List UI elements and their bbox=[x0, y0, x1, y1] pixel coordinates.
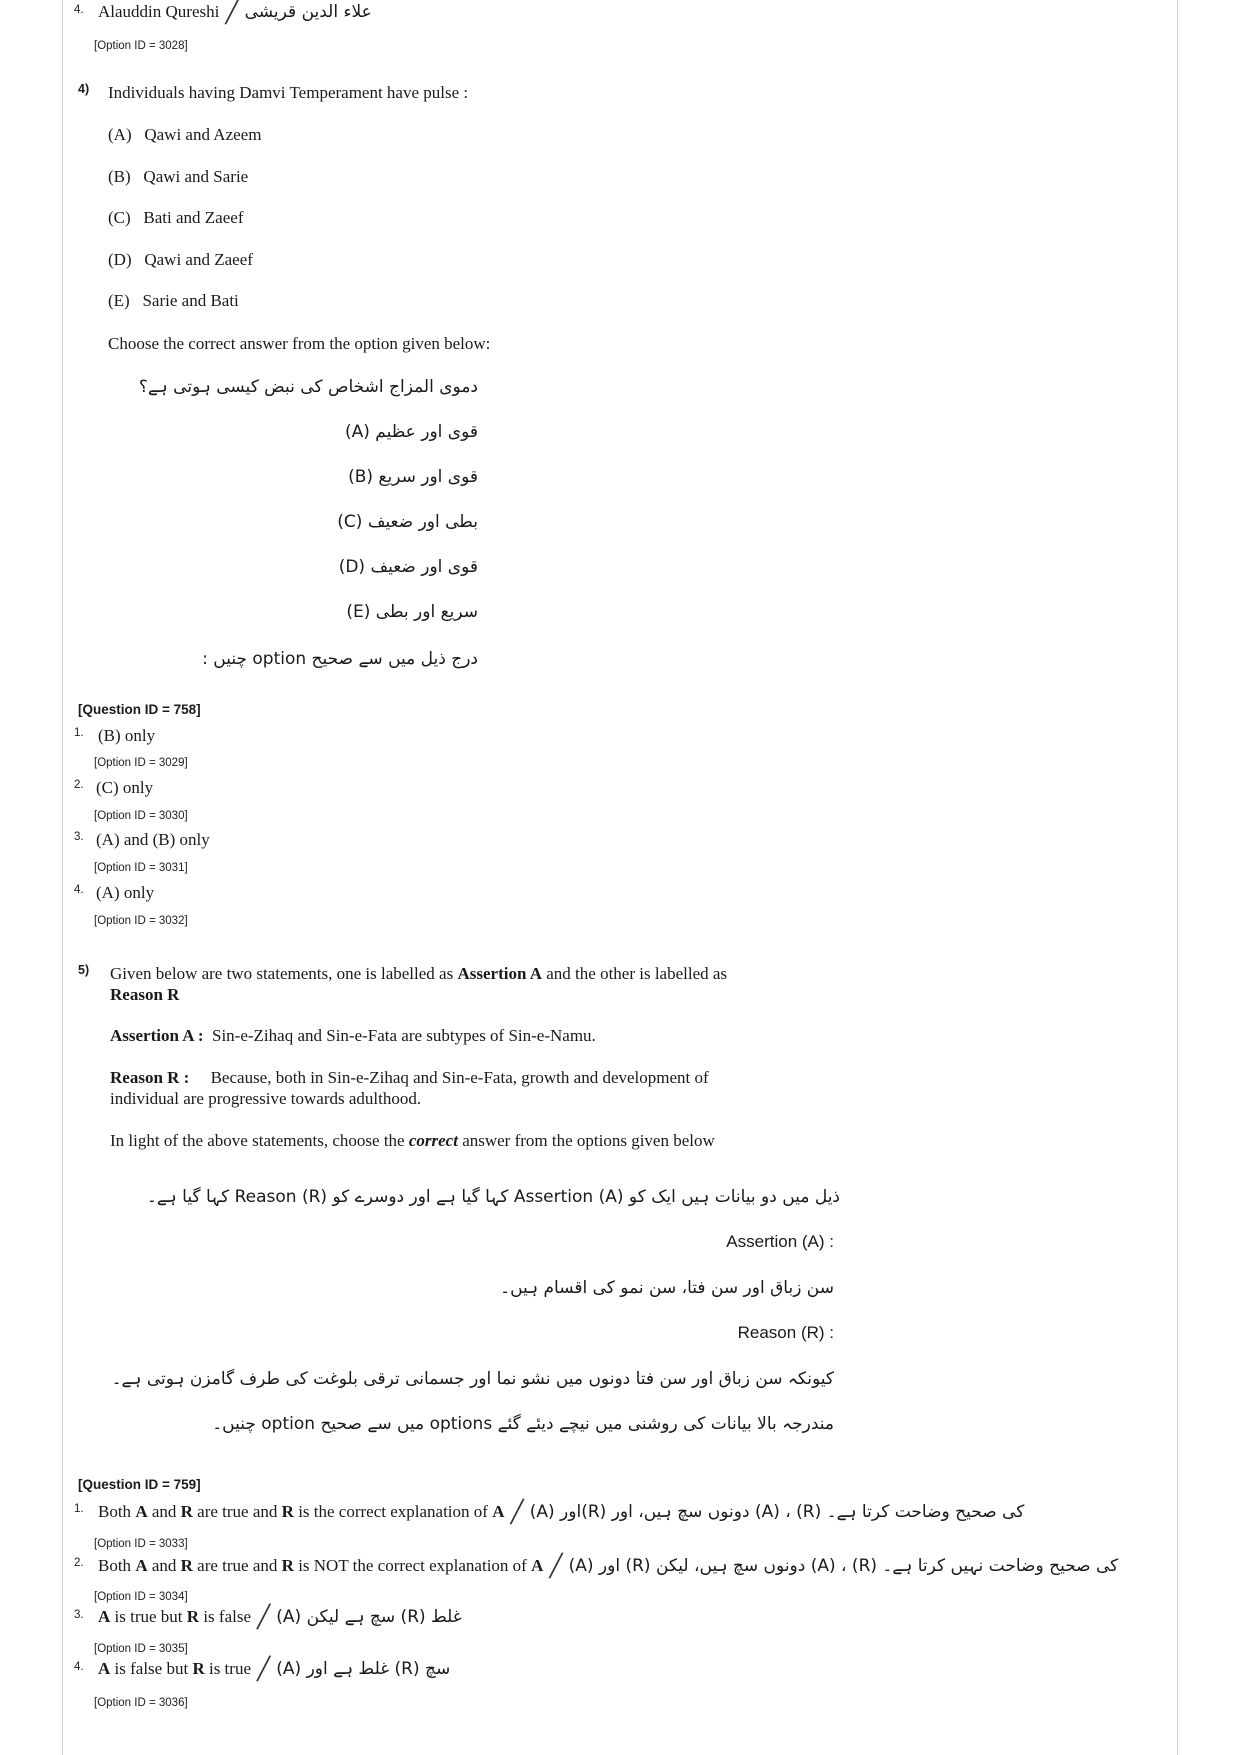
reason-statement-cont: individual are progressive towards adulthood. bbox=[110, 1089, 422, 1108]
option-text bbox=[98, 0, 372, 25]
urdu-reason-label: Reason (R) : bbox=[737, 1323, 834, 1342]
answer-option[interactable]: A is true but R is false ╱ (A) سچ ہے لیکن (R) غلط bbox=[98, 1605, 462, 1630]
separator-slash-icon: ╱ bbox=[257, 1605, 271, 1630]
answer-option[interactable]: Both A and R are true and R is the correct explanation of A ╱ (A) اور(R) دونوں سچ ہیں، اور (A) ، (R) کی صحیح وضاحت کرتا ہے۔ bbox=[98, 1500, 1025, 1525]
separator-slash-icon: ╱ bbox=[257, 1657, 271, 1682]
urdu-option: (A) قوی اور عظیم bbox=[344, 422, 478, 442]
answer-option[interactable]: (C) only bbox=[96, 778, 154, 797]
answer-number: 3. bbox=[74, 1609, 84, 1621]
urdu-option: (C) بطی اور ضعیف bbox=[337, 512, 478, 532]
separator-slash-icon: ╱ bbox=[510, 1500, 524, 1525]
urdu-instruction: مندرجہ بالا بیانات کی روشنی میں نیچے دیئے گئے options میں سے صحیح option چنیں۔ bbox=[212, 1414, 834, 1434]
option-id: [Option ID = 3029] bbox=[94, 757, 188, 769]
light-instruction: In light of the above statements, choose the correct answer from the options given below bbox=[110, 1131, 715, 1150]
question-number: 5) bbox=[78, 963, 90, 977]
statement-option: (D) Qawi and Zaeef bbox=[108, 250, 253, 269]
urdu-instruction: درج ذیل میں سے صحیح option چنیں : bbox=[202, 649, 478, 669]
answer-number: 4. bbox=[74, 1661, 84, 1673]
question-text: Individuals having Damvi Temperament have pulse : bbox=[108, 83, 469, 102]
statement-option: (A) Qawi and Azeem bbox=[108, 125, 262, 144]
option-id: [Option ID = 3028] bbox=[94, 40, 188, 52]
option-id: [Option ID = 3035] bbox=[94, 1643, 188, 1655]
question-intro-cont: Reason R bbox=[110, 985, 180, 1004]
urdu-option: (D) قوی اور ضعیف bbox=[338, 557, 478, 577]
answer-number: 3. bbox=[74, 831, 84, 843]
answer-number: 1. bbox=[74, 1503, 84, 1515]
assertion-statement: Assertion A : Sin-e-Zihaq and Sin-e-Fata are subtypes of Sin-e-Namu. bbox=[110, 1026, 596, 1045]
option-number: 4. bbox=[74, 4, 84, 16]
answer-option[interactable]: (B) only bbox=[98, 726, 156, 745]
answer-option[interactable]: (A) and (B) only bbox=[96, 830, 210, 849]
urdu-assertion-label: Assertion (A) : bbox=[726, 1232, 834, 1251]
question-id: [Question ID = 759] bbox=[78, 1477, 201, 1492]
urdu-assertion: سن زباق اور سن فتا، سن نمو کی اقسام ہیں۔ bbox=[500, 1278, 834, 1298]
option-id: [Option ID = 3030] bbox=[94, 810, 188, 822]
urdu-option: (B) قوی اور سریع bbox=[348, 467, 478, 487]
statement-option: (B) Qawi and Sarie bbox=[108, 167, 249, 186]
question-id: [Question ID = 758] bbox=[78, 702, 201, 717]
option-english: Alauddin Qureshi bbox=[98, 2, 220, 21]
option-id: [Option ID = 3034] bbox=[94, 1591, 188, 1603]
answer-option[interactable]: Both A and R are true and R is NOT the correct explanation of A ╱ (A) اور (R) دونوں سچ ہیں، لیکن (A) ، (R) کی صحیح وضاحت نہیں کرتا ہے۔ bbox=[98, 1554, 1119, 1579]
answer-option[interactable]: (A) only bbox=[96, 883, 155, 902]
reason-statement: Reason R : Because, both in Sin-e-Zihaq and Sin-e-Fata, growth and development of bbox=[110, 1068, 709, 1087]
question-number: 4) bbox=[78, 82, 90, 96]
answer-urdu: (A) اور (R) دونوں سچ ہیں، لیکن (A) ، (R) کی صحیح وضاحت نہیں کرتا ہے۔ bbox=[568, 1556, 1119, 1576]
answer-urdu: (A) اور(R) دونوں سچ ہیں، اور (A) ، (R) کی صحیح وضاحت کرتا ہے۔ bbox=[529, 1502, 1025, 1522]
option-id: [Option ID = 3032] bbox=[94, 915, 188, 927]
urdu-intro: ذیل میں دو بیانات ہیں ایک کو (A) Assertion کہا گیا ہے اور دوسرے کو (R) Reason کہا گیا ہے۔ bbox=[146, 1187, 840, 1207]
answer-number: 2. bbox=[74, 1557, 84, 1569]
answer-number: 1. bbox=[74, 727, 84, 739]
option-id: [Option ID = 3033] bbox=[94, 1538, 188, 1550]
answer-number: 4. bbox=[74, 884, 84, 896]
urdu-question: دموی المزاج اشخاص کی نبض کیسی ہوتی ہے؟ bbox=[138, 377, 478, 397]
statement-option: (E) Sarie and Bati bbox=[108, 291, 239, 310]
instruction-text: Choose the correct answer from the option given below: bbox=[108, 334, 491, 353]
answer-option[interactable]: A is false but R is true ╱ (A) غلط ہے اور (R) سچ bbox=[98, 1657, 451, 1682]
urdu-reason: کیونکہ سن زباق اور سن فتا دونوں میں نشو نما اور جسمانی ترقی بلوغت کی طرف گامزن ہوتی ہے۔ bbox=[111, 1369, 834, 1389]
answer-urdu: (A) غلط ہے اور (R) سچ bbox=[276, 1659, 451, 1679]
statement-option: (C) Bati and Zaeef bbox=[108, 208, 244, 227]
urdu-option: (E) سریع اور بطی bbox=[346, 602, 478, 622]
option-id: [Option ID = 3031] bbox=[94, 862, 188, 874]
option-id: [Option ID = 3036] bbox=[94, 1697, 188, 1709]
question-intro: Given below are two statements, one is labelled as Assertion A and the other is labelled as bbox=[110, 964, 728, 983]
answer-urdu: (A) سچ ہے لیکن (R) غلط bbox=[276, 1607, 462, 1627]
option-urdu: علاء الدين قريشى bbox=[244, 2, 372, 22]
separator-slash-icon: ╱ bbox=[549, 1554, 563, 1579]
answer-number: 2. bbox=[74, 779, 84, 791]
separator-slash-icon: ╱ bbox=[225, 0, 239, 25]
